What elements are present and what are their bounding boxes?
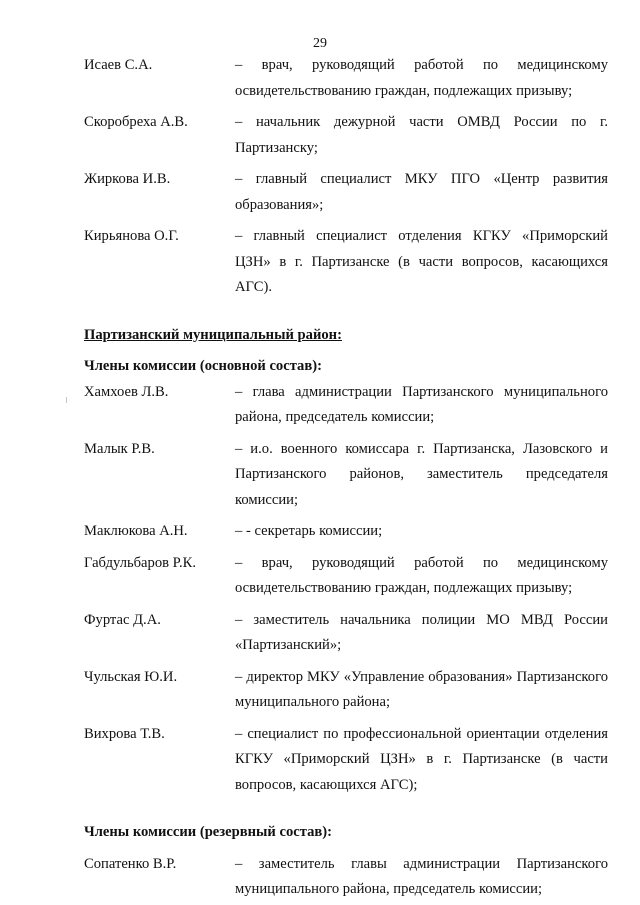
member-role: – главный специалист отделения КГКУ «Приморский ЦЗН» в г. Партизанске (в части вопросов, касающихся АГС). <box>235 228 608 295</box>
member-name: Вихрова Т.В. <box>84 725 165 742</box>
list-item <box>84 852 608 903</box>
member-name: Скоробреха А.В. <box>84 114 188 130</box>
member-role: – врач, руководящий работой по медицинскому освидетельствованию граждан, подлежащих призыву; <box>235 57 608 99</box>
member-role: – заместитель начальника полиции МО МВД России «Партизанский»; <box>235 611 608 653</box>
district-heading: Партизанский муниципальный район: <box>84 326 342 343</box>
list-item <box>84 53 608 104</box>
member-role: – - секретарь комиссии; <box>235 523 383 539</box>
main-composition-heading: Члены комиссии (основной состав): <box>84 358 322 374</box>
list-item <box>84 167 608 218</box>
reserve-composition-heading: Члены комиссии (резервный состав): <box>84 824 332 840</box>
member-name: Малык Р.В. <box>84 440 155 457</box>
list-item <box>84 224 608 301</box>
member-role: – заместитель главы администрации Партизанского муниципального района, председатель комиссии; <box>235 855 608 897</box>
list-item <box>84 437 608 514</box>
list-item <box>84 551 608 602</box>
member-role: – специалист по профессиональной ориентации отделения КГКУ «Приморский ЦЗН» в г. Партизанске (в части вопросов, касающихся АГС); <box>235 725 608 793</box>
member-role: – главный специалист МКУ ПГО «Центр развития образования»; <box>235 171 608 213</box>
list-item <box>84 110 608 161</box>
member-name: Кирьянова О.Г. <box>84 228 179 244</box>
list-item <box>84 380 608 431</box>
member-name: Исаев С.А. <box>84 57 153 73</box>
document-body <box>84 53 608 903</box>
member-name: Жиркова И.В. <box>84 171 171 187</box>
list-item <box>84 722 608 799</box>
member-role: – директор МКУ «Управление образования» Партизанского муниципального района; <box>235 668 608 710</box>
member-name: Фуртас Д.А. <box>84 611 161 628</box>
page-number: 29 <box>313 36 327 51</box>
list-item <box>84 608 608 659</box>
member-role: – врач, руководящий работой по медицинскому освидетельствованию граждан, подлежащих призыву; <box>235 554 608 596</box>
list-item <box>84 519 608 545</box>
member-name: Чульская Ю.И. <box>84 668 178 685</box>
margin-mark <box>66 397 67 403</box>
member-role: – начальник дежурной части ОМВД России по г. Партизанску; <box>235 114 608 156</box>
member-role: – и.о. военного комиссара г. Партизанска, Лазовского и Партизанского районов, заместитель председателя комиссии; <box>235 440 608 508</box>
member-role: – глава администрации Партизанского муниципального района, председатель комиссии; <box>235 383 608 425</box>
member-name: Хамхоев Л.В. <box>84 383 169 400</box>
member-name: Сопатенко В.Р. <box>84 855 177 872</box>
member-name: Маклюкова А.Н. <box>84 523 188 539</box>
member-name: Габдульбаров Р.К. <box>84 554 196 571</box>
list-item <box>84 665 608 716</box>
